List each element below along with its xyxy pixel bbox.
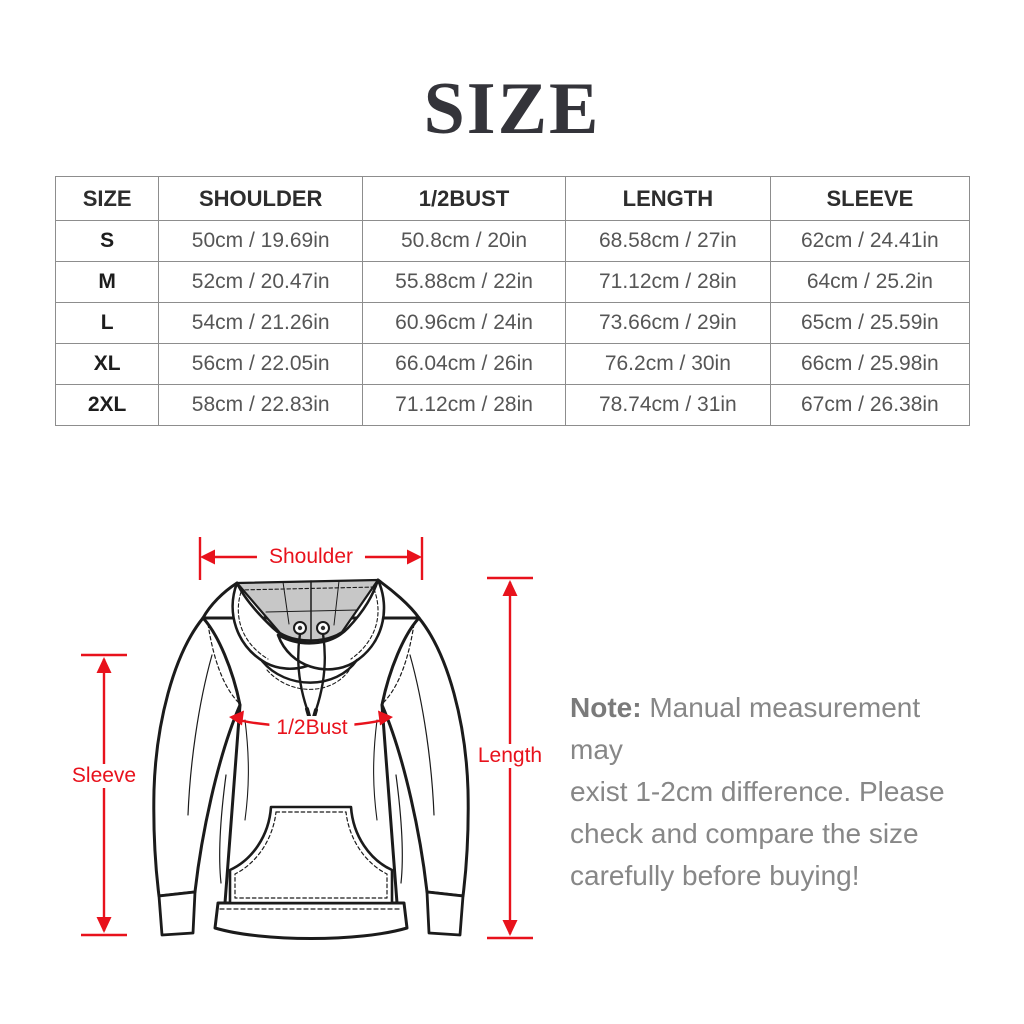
column-header-sleeve: SLEEVE (770, 177, 969, 221)
note-line: carefully before buying! (570, 860, 860, 891)
sleeve-measure-label: Sleeve (65, 764, 143, 788)
measurement-cell: 54cm / 21.26in (159, 303, 363, 344)
size-cell: M (56, 262, 159, 303)
table-row (56, 385, 970, 426)
measurement-cell: 71.12cm / 28in (363, 385, 566, 426)
size-cell: L (56, 303, 159, 344)
size-table (55, 176, 970, 426)
column-header-shoulder: SHOULDER (159, 177, 363, 221)
table-header-row (56, 177, 970, 221)
measurement-cell: 66cm / 25.98in (770, 344, 969, 385)
length-measure-label: Length (471, 744, 549, 768)
shoulder-measure-label: Shoulder (257, 545, 365, 569)
table-row (56, 262, 970, 303)
measurement-cell: 65cm / 25.59in (770, 303, 969, 344)
measurement-cell: 60.96cm / 24in (363, 303, 566, 344)
size-cell: S (56, 221, 159, 262)
note-line-text: Manual measurement may (570, 692, 921, 765)
column-header-bust: 1/2BUST (363, 177, 566, 221)
note-text (570, 687, 980, 897)
size-cell: 2XL (56, 385, 159, 426)
note-prefix: Note: (570, 692, 642, 723)
table-row (56, 221, 970, 262)
note-line: exist 1-2cm difference. Please (570, 776, 945, 807)
page-title: SIZE (423, 68, 601, 150)
measurement-cell: 67cm / 26.38in (770, 385, 969, 426)
measurement-cell: 55.88cm / 22in (363, 262, 566, 303)
cuff-left (159, 892, 195, 935)
measurement-cell: 50cm / 19.69in (159, 221, 363, 262)
measurement-cell: 73.66cm / 29in (566, 303, 771, 344)
bust-measure-label: 1/2Bust (269, 716, 354, 740)
size-cell: XL (56, 344, 159, 385)
measurement-cell: 76.2cm / 30in (566, 344, 771, 385)
note-line: check and compare the size (570, 818, 919, 849)
column-header-length: LENGTH (566, 177, 771, 221)
measurement-cell: 64cm / 25.2in (770, 262, 969, 303)
cuff-right (427, 892, 463, 935)
sleeve-left (154, 618, 240, 896)
note-line (570, 687, 980, 771)
measurement-cell: 50.8cm / 20in (363, 221, 566, 262)
measurement-cell: 62cm / 24.41in (770, 221, 969, 262)
measurement-cell: 56cm / 22.05in (159, 344, 363, 385)
measurement-cell: 66.04cm / 26in (363, 344, 566, 385)
measurement-cell: 52cm / 20.47in (159, 262, 363, 303)
measurement-cell: 78.74cm / 31in (566, 385, 771, 426)
table-row (56, 303, 970, 344)
measurement-cell: 58cm / 22.83in (159, 385, 363, 426)
sleeve-right (382, 618, 468, 896)
measurement-cell: 71.12cm / 28in (566, 262, 771, 303)
hem-band (215, 903, 407, 939)
column-header-size: SIZE (56, 177, 159, 221)
table-row (56, 344, 970, 385)
measurement-cell: 68.58cm / 27in (566, 221, 771, 262)
